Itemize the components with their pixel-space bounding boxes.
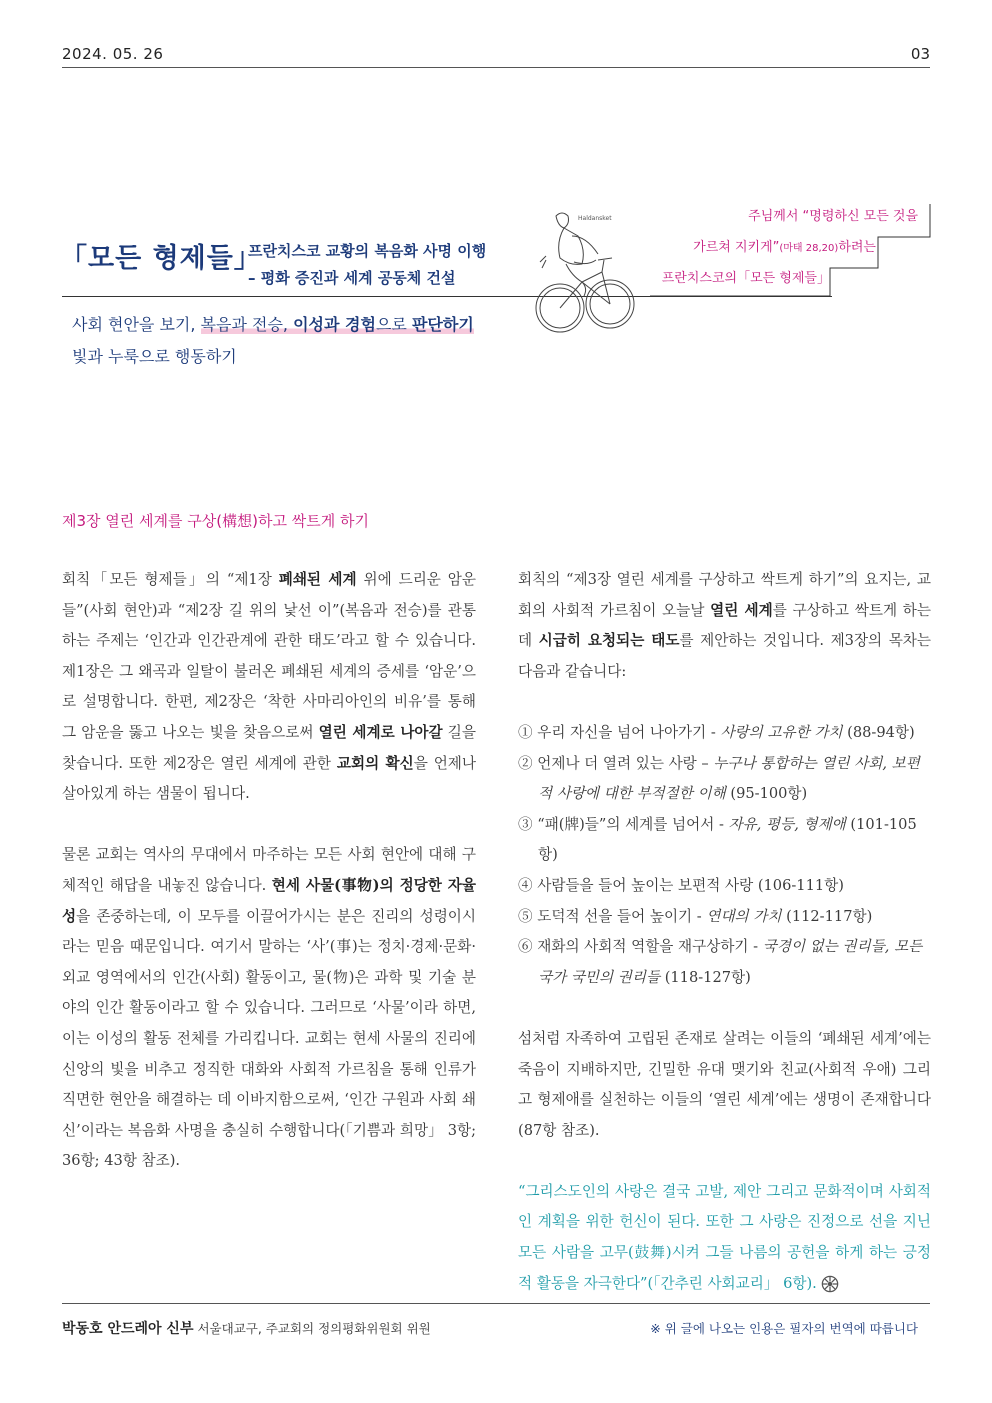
lead-see: 사회 현안을 보기,	[72, 315, 201, 334]
toc-text: 사람들을 들어 높이는 보편적 사랑	[537, 876, 754, 894]
emphasis: 시급히 요청되는 태도	[538, 632, 680, 650]
toc-number: ⑤	[518, 907, 533, 925]
stairs-text-2	[660, 236, 876, 255]
toc-number: ①	[518, 723, 533, 741]
text-run: 물론 교회는 역사의 무대에서 마주하는 모든 사회 현안에 대해 구체적인 해답을 내놓진 않습니다.	[62, 846, 476, 894]
toc-text: 언제나 더 열려 있는 사랑 –	[537, 754, 714, 772]
page-subtitle-1: 프란치스코 교황의 복음화 사명 이행	[248, 242, 487, 260]
toc-ref: (106-111항)	[753, 876, 844, 894]
toc-italic: 사랑의 고유한 가치	[720, 723, 843, 741]
toc-item	[518, 810, 931, 871]
text-run: 를 제안하는 것입니다. 제3장의 목차는 다음과 같습니다:	[518, 632, 931, 680]
toc-text: 도덕적 선을 들어 높이기 -	[537, 907, 707, 925]
stairs-text-3: 프란치스코의「모든 형제들」	[661, 271, 830, 286]
header-divider	[62, 67, 930, 68]
end-ornament-icon	[821, 1275, 839, 1293]
page-title: 「모든 형제들」	[60, 243, 262, 274]
stairs-text-2b: 하려는	[838, 240, 876, 255]
lead-sep: ,	[282, 315, 294, 334]
chapter-toc-list	[518, 718, 931, 993]
toc-item	[518, 871, 931, 902]
text-run: 회칙「모든 형제들」의 “제1장	[62, 571, 279, 588]
issue-date: 2024. 05. 26	[62, 45, 164, 63]
lead-highlight-1: 복음과 전승	[200, 315, 283, 334]
emphasis: 열린 세계로 나아갈	[318, 723, 443, 741]
toc-text: 우리 자신을 넘어 나아가기 -	[537, 723, 721, 741]
author-credit	[62, 1318, 431, 1338]
translation-note: ※ 위 글에 나오는 인용은 필자의 번역에 따릅니다	[650, 1321, 918, 1336]
lead-highlight-3: 판단하기	[411, 315, 474, 334]
toc-italic: 자유, 평등, 형제애	[728, 815, 846, 833]
toc-text: “패(牌)들”의 세계를 넘어서 -	[537, 815, 729, 833]
left-column	[62, 565, 476, 1177]
stairs-text-1: 주님께서 “명령하신 모든 것을	[748, 209, 918, 224]
page-subtitle-2: – 평화 증진과 세계 공동체 건설	[248, 269, 456, 287]
toc-italic: 연대의 가치	[706, 907, 782, 925]
text-run: 위에 드리운 암운들”(사회 현안)과 “제2장 길 위의 낯선 이”(복음과 전승)를 관통하는 주제는 ‘인간과 인간관계에 관한 태도’라고 할 수 있습니다. 제1장은 그 왜곡과 일탈이 불러온 폐쇄된 세계의 증세를 ‘암운’으로 설명합니다. 한편, 제2장은 ‘착한 사마리아인의 비유’를 통해 그 암운을 뚫고 나오는 빛을 찾음으로써	[62, 571, 476, 741]
toc-number: ④	[518, 876, 533, 894]
right-column	[518, 565, 931, 1299]
text-run: 를 구상하고 싹트게 하는 데	[518, 601, 931, 650]
text-run: 을 언제나 살아있게 하는 샘물이 됩니다.	[62, 754, 476, 803]
text-run: 회칙의 “제3장 열린 세계를 구상하고 싹트게 하기”의 요지는, 교회의 사회적 가르침이 오늘날	[518, 571, 931, 619]
toc-number: ⑥	[518, 938, 533, 956]
toc-item	[518, 902, 931, 933]
toc-number: ③	[518, 815, 533, 833]
toc-text: 재화의 사회적 역할을 재구상하기 -	[537, 938, 763, 956]
toc-ref: (101-105항)	[538, 815, 917, 864]
emphasis: 열린 세계	[710, 601, 773, 619]
author-name: 박동호 안드레아 신부	[62, 1321, 194, 1337]
lead-line-2: 빛과 누룩으로 행동하기	[72, 347, 237, 366]
emphasis: 폐쇄된 세계	[278, 571, 357, 588]
text-run: 길을 찾습니다. 또한 제2장은 열린 세계에 관한	[62, 723, 476, 772]
toc-item	[518, 932, 931, 993]
toc-ref: (95-100항)	[725, 785, 808, 803]
scripture-ref: (마태 28,20)	[779, 243, 839, 254]
toc-ref: (118-127항)	[660, 968, 751, 986]
page-number: 03	[910, 45, 930, 63]
toc-ref: (112-117항)	[781, 907, 873, 925]
illustration-caption: Haldansket	[578, 215, 612, 222]
emphasis: 교회의 확신	[336, 754, 414, 772]
quote-text: “그리스도인의 사랑은 결국 고발, 제안 그리고 문화적이며 사회적인 계획을 위한 헌신이 된다. 또한 그 사랑은 진정으로 선을 지닌 모든 사람을 고무(鼓舞)시켜 그들 나름의 공헌을 하게 하는 긍정적 활동을 자극한다”(「간추린 사회교리」 6항).	[518, 1182, 931, 1292]
lead-line-1	[72, 312, 474, 335]
toc-item	[518, 749, 931, 810]
footer-divider	[62, 1303, 930, 1304]
toc-italic: 국경이 없는 권리들, 모든 국가 국민의 권리들	[538, 938, 923, 986]
toc-ref: (88-94항)	[842, 723, 915, 741]
toc-italic: 누구나 통합하는 열린 사회, 보편적 사랑에 대한 부적절한 이해	[538, 754, 920, 803]
right-paragraph-1	[518, 565, 931, 687]
left-paragraph-1	[62, 565, 476, 810]
pope-bicycle-illustration	[526, 204, 642, 352]
lead-highlight-2: 이성과 경험	[293, 315, 376, 334]
emphasis: 현세 사물(事物)의 정당한 자율성	[62, 876, 477, 925]
quote-paragraph	[518, 1177, 931, 1299]
stairs-text-2a: 가르쳐 지키게”	[693, 240, 780, 255]
chapter-heading: 제3장 열린 세계를 구상(構想)하고 싹트게 하기	[62, 512, 369, 530]
left-paragraph-2	[62, 840, 476, 1177]
lead-particle: 으로	[375, 315, 412, 334]
text-run: 을 존중하는데, 이 모두를 이끌어가시는 분은 진리의 성령이시라는 믿음 때문입니다. 여기서 말하는 ‘사’(事)는 정치·경제·문화·외교 영역에서의 인간(사회) 활동이고, 물(物)은 과학 및 기술 분야의 인간 활동이라고 할 수 있습니다. 그러므로 ‘사물’이라 하면, 이는 이성의 활동 전체를 가리킵니다. 교회는 현세 사물의 진리에 신앙의 빛을 비추고 정직한 대화와 사회적 가르침을 통해 인류가 직면한 현안을 해결하는 데 이바지함으로써, ‘인간 구원과 사회 쇄신’이라는 복음화 사명을 충실히 수행합니다(「기쁨과 희망」 3항; 36항; 43항 참조).	[62, 907, 476, 1170]
toc-number: ②	[518, 754, 533, 772]
toc-item	[518, 718, 931, 749]
right-paragraph-2: 섬처럼 자족하여 고립된 존재로 살려는 이들의 ‘폐쇄된 세계’에는 죽음이 지배하지만, 긴밀한 유대 맺기와 친교(사회적 우애) 그리고 형제애를 실천하는 이들의 ‘열린 세계’에는 생명이 존재합니다(87항 참조).	[518, 1029, 931, 1139]
author-role: 서울대교구, 주교회의 정의평화위원회 위원	[197, 1321, 431, 1336]
